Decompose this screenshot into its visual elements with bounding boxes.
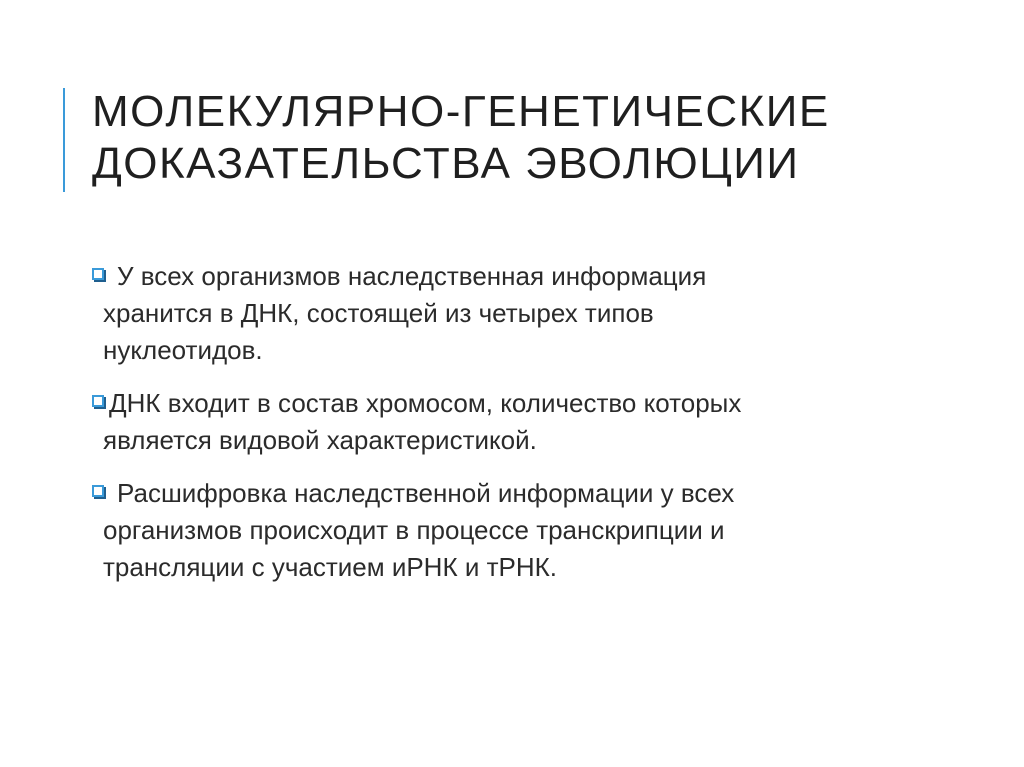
bullet-item-1 [92, 258, 912, 369]
bullet-3-line-3: трансляции с участием иРНК и тРНК. [103, 552, 557, 582]
bullet-text-1 [103, 258, 912, 369]
slide-title-line-2: ДОКАЗАТЕЛЬСТВА ЭВОЛЮЦИИ [92, 139, 800, 188]
bullet-1-line-3: нуклеотидов. [103, 335, 263, 365]
bullet-item-3 [92, 475, 912, 586]
bullet-item-2 [92, 385, 912, 459]
bullet-3-line-2: организмов происходит в процессе транскрипции и [103, 515, 725, 545]
bullet-3-line-1: Расшифровка наследственной информации у всех [117, 478, 735, 508]
checkbox-bullet-icon [92, 485, 104, 497]
title-accent-bar [63, 88, 65, 192]
bullet-1-line-2: хранится в ДНК, состоящей из четырех типов [103, 298, 654, 328]
bullet-2-line-2: является видовой характеристикой. [103, 425, 537, 455]
checkbox-bullet-icon [92, 395, 104, 407]
bullet-1-line-1: У всех организмов наследственная информация [117, 261, 707, 291]
slide-title [92, 86, 972, 190]
bullet-list [92, 258, 912, 602]
slide-title-line-1: МОЛЕКУЛЯРНО-ГЕНЕТИЧЕСКИЕ [92, 87, 830, 136]
bullet-text-2 [103, 385, 912, 459]
bullet-2-line-1: ДНК входит в состав хромосом, количество которых [109, 388, 742, 418]
bullet-text-3 [103, 475, 912, 586]
checkbox-bullet-icon [92, 268, 104, 280]
